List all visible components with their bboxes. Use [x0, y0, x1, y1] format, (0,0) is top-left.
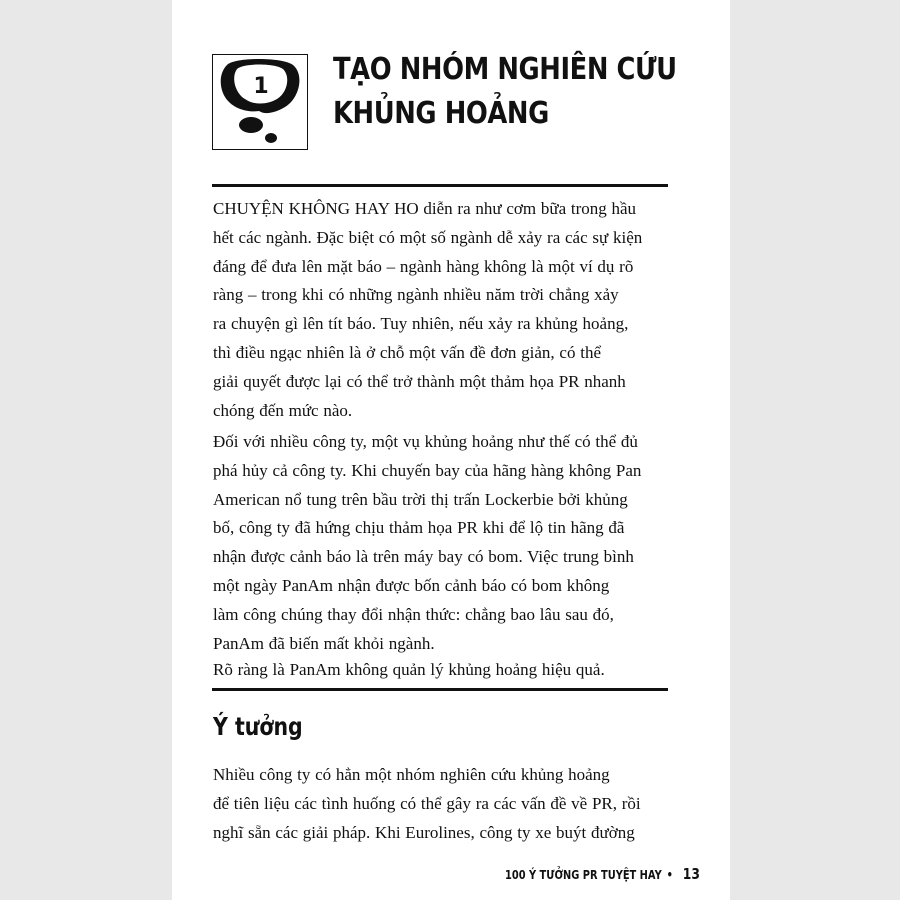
- text-line: nghĩ sẵn các giải pháp. Khi Eurolines, công ty xe buýt đường: [213, 822, 635, 842]
- page-footer: [505, 865, 700, 883]
- footer-separator: •: [666, 868, 673, 882]
- thought-bubble-icon: [213, 55, 306, 148]
- section-heading: Ý tưởng: [213, 712, 303, 741]
- text-line: nhận được cảnh báo là trên máy bay có bom. Việc trung bình: [213, 547, 634, 567]
- text-line: ra chuyện gì lên tít báo. Tuy nhiên, nếu xảy ra khủng hoảng,: [213, 314, 629, 334]
- top-divider: [212, 184, 668, 187]
- page-number: 13: [682, 865, 700, 883]
- text-line: làm công chúng thay đổi nhận thức: chẳng bao lâu sau đó,: [213, 604, 614, 624]
- text-line: Đối với nhiều công ty, một vụ khủng hoảng như thế có thể đủ: [213, 432, 638, 451]
- paragraph-1: [213, 195, 673, 425]
- text-line: để tiên liệu các tình huống có thể gây ra các vấn đề về PR, rồi: [213, 793, 641, 813]
- paragraph-2: [213, 428, 673, 658]
- chapter-title: [333, 48, 677, 136]
- text-line: Nhiều công ty có hẳn một nhóm nghiên cứu khủng hoảng: [213, 765, 610, 784]
- text-line: chóng đến mức nào.: [213, 400, 353, 420]
- text-line: CHUYỆN KHÔNG HAY HO diễn ra như cơm bữa trong hầu: [213, 199, 637, 218]
- text-line: Rõ ràng là PanAm không quản lý khủng hoảng hiệu quả.: [213, 660, 605, 679]
- text-line: thì điều ngạc nhiên là ở chỗ một vấn đề đơn giản, có thể: [213, 342, 601, 362]
- text-line: PanAm đã biến mất khỏi ngành.: [213, 633, 435, 653]
- text-line: đáng để đưa lên mặt báo – ngành hàng không là một ví dụ rõ: [213, 256, 634, 276]
- chapter-badge: [212, 54, 308, 150]
- bottom-divider: [212, 688, 668, 691]
- text-line: phá hủy cả công ty. Khi chuyến bay của hãng hàng không Pan: [213, 460, 642, 480]
- text-line: một ngày PanAm nhận được bốn cảnh báo có bom không: [213, 575, 610, 595]
- text-line: giải quyết được lại có thể trở thành một thảm họa PR nhanh: [213, 371, 626, 391]
- paragraph-3: [213, 656, 673, 685]
- text-line: hết các ngành. Đặc biệt có một số ngành dễ xảy ra các sự kiện: [213, 227, 643, 247]
- footer-book-title: 100 Ý TƯỞNG PR TUYỆT HAY: [505, 868, 662, 882]
- text-line: ràng – trong khi có những ngành nhiều năm trời chẳng xảy: [213, 285, 619, 305]
- text-line: American nổ tung trên bầu trời thị trấn Lockerbie bởi khủng: [213, 489, 628, 509]
- chapter-number: 1: [253, 74, 269, 99]
- chapter-title-line-2: KHỦNG HOẢNG: [333, 96, 549, 131]
- paragraph-4: [213, 761, 673, 847]
- text-line: bố, công ty đã hứng chịu thảm họa PR khi để lộ tin hãng đã: [213, 518, 625, 538]
- chapter-title-line-1: TẠO NHÓM NGHIÊN CỨU: [333, 52, 677, 87]
